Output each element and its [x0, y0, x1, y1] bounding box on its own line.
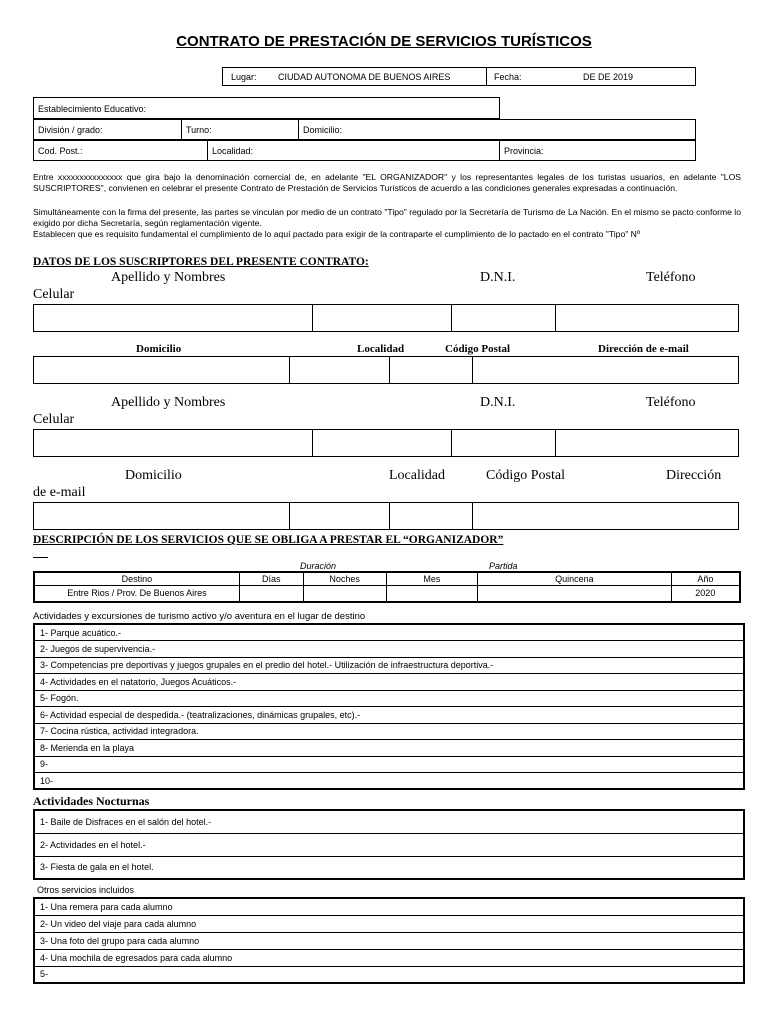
domicilio-header: Domicilio [136, 343, 182, 355]
destination-table [33, 571, 741, 603]
lugar-value[interactable]: CIUDAD AUTONOMA DE BUENOS AIRES [278, 72, 451, 82]
division-label: División / grado: [38, 125, 103, 135]
destino-value[interactable]: Entre Rios / Prov. De Buenos Aires [34, 586, 239, 602]
list-item: 2- Actividades en el hotel.- [34, 833, 744, 856]
celular-header: Celular [33, 287, 75, 302]
list-item: 3- Fiesta de gala en el hotel. [34, 856, 744, 879]
de-email-header: de e-mail [33, 485, 86, 500]
subscriber-2-row-1[interactable] [33, 429, 739, 457]
list-item: 2- Juegos de supervivencia.- [34, 641, 744, 658]
domicilio-label: Domicilio: [303, 125, 343, 135]
list-item: 9- [34, 756, 744, 773]
destination-header-row [34, 572, 740, 586]
localidad-header-2: Localidad [389, 468, 445, 483]
telefono-header-2: Teléfono [646, 395, 696, 410]
telefono-header: Teléfono [646, 270, 696, 285]
apellido-header: Apellido y Nombres [111, 270, 226, 285]
dni-header: D.N.I. [480, 270, 516, 285]
divider [33, 557, 48, 558]
turno-label: Turno: [186, 125, 212, 135]
activities-table [33, 623, 745, 790]
noches-value[interactable] [303, 586, 386, 602]
fecha-label: Fecha: [494, 72, 522, 82]
others-heading: Otros servicios incluidos [37, 885, 135, 895]
list-item: 6- Actividad especial de despedida.- (teatralizaciones, dinámicas grupales, etc).- [34, 707, 744, 724]
division-row [33, 119, 696, 140]
duracion-label: Duración [300, 561, 337, 571]
list-item: 4- Actividades en el natatorio, Juegos Acuáticos.- [34, 674, 744, 691]
quincena-value[interactable] [478, 586, 671, 602]
subscriber-1-row-1[interactable] [33, 304, 739, 332]
localidad-header: Localidad [357, 343, 405, 355]
subscriber-2-row-2[interactable] [33, 502, 739, 530]
partida-label: Partida [489, 561, 518, 571]
destination-row [34, 586, 740, 602]
postal-row [33, 140, 696, 161]
establecimiento-label: Establecimiento Educativo: [38, 104, 147, 114]
celular-header-2: Celular [33, 412, 75, 427]
col-ano: Año [671, 572, 740, 586]
col-quincena: Quincena [478, 572, 671, 586]
list-item: 7- Cocina rústica, actividad integradora. [34, 723, 744, 740]
list-item: 8- Merienda en la playa [34, 740, 744, 757]
col-mes: Mes [386, 572, 478, 586]
localidad-label: Localidad: [212, 146, 254, 156]
apellido-header-2: Apellido y Nombres [111, 395, 226, 410]
night-heading: Actividades Nocturnas [33, 794, 150, 808]
list-item: 5- Fogón. [34, 690, 744, 707]
services-heading: DESCRIPCIÓN DE LOS SERVICIOS QUE SE OBLIGA A PRESTAR EL “ORGANIZADOR” [33, 534, 504, 546]
col-dias: Días [239, 572, 303, 586]
list-item: 1- Baile de Disfraces en el salón del hotel.- [34, 810, 744, 833]
list-item: 5- [34, 966, 744, 983]
list-item: 1- Una remera para cada alumno [34, 898, 744, 915]
lugar-label: Lugar: [231, 72, 257, 82]
subscribers-heading: DATOS DE LOS SUSCRIPTORES DEL PRESENTE CONTRATO: [33, 256, 369, 268]
establecimiento-field[interactable] [33, 97, 500, 119]
direccion-header: Dirección [666, 468, 722, 483]
list-item: 4- Una mochila de egresados para cada alumno [34, 949, 744, 966]
place-date-box [222, 67, 696, 86]
col-noches: Noches [303, 572, 386, 586]
list-item: 2- Un video del viaje para cada alumno [34, 915, 744, 932]
mes-value[interactable] [386, 586, 478, 602]
fecha-value[interactable]: DE DE 2019 [583, 72, 634, 82]
col-destino: Destino [34, 572, 239, 586]
dni-header-2: D.N.I. [480, 395, 516, 410]
others-table [33, 897, 745, 984]
list-item: 3- Una foto del grupo para cada alumno [34, 932, 744, 949]
codigo-postal-header-2: Código Postal [486, 468, 565, 483]
ano-value[interactable]: 2020 [671, 586, 740, 602]
provincia-label: Provincia: [504, 146, 544, 156]
email-header: Dirección de e-mail [598, 343, 689, 355]
codigo-postal-header: Código Postal [445, 343, 511, 355]
page-title: CONTRATO DE PRESTACIÓN DE SERVICIOS TURÍSTICOS [176, 33, 592, 50]
list-item: 10- [34, 773, 744, 790]
intro-paragraph-3: Establecen que es requisito fundamental el cumplimiento de lo aquí pactado para exigir de la contraparte el cumplimiento de lo pactado en el contrato "Tipo" Nº [33, 229, 641, 239]
list-item: 1- Parque acuático.- [34, 624, 744, 641]
subscriber-1-row-2[interactable] [33, 356, 739, 384]
intro-paragraph-2: Simultáneamente con la firma del presente, las partes se vinculan por medio de un contrato "Tipo" regulado por la Secretaría de Turismo de La Nación. En el mismo se pacto conforme lo exigido por dicha Secretaría, según reglamentación vigente. [33, 207, 741, 228]
dias-value[interactable] [239, 586, 303, 602]
activities-heading: Actividades y excursiones de turismo activo y/o aventura en el lugar de destino [33, 611, 366, 622]
intro-paragraph-1: Entre xxxxxxxxxxxxxxx que gira bajo la denominación comercial de, en adelante "EL ORGANIZADOR" y los representantes legales de los turistas usuarios, en adelante "LOS SUSCRIPTORES", convienen en celebrar el presente Contrato de Prestación de Servicios Turísticos de acuerdo a las condiciones generales expresadas a continuación. [33, 172, 741, 193]
cod-post-label: Cod. Post.: [38, 146, 83, 156]
domicilio-header-2: Domicilio [125, 468, 182, 483]
list-item: 3- Competencias pre deportivas y juegos grupales en el predio del hotel.- Utilización de infraestructura deportiva.- [34, 657, 744, 674]
night-table [33, 809, 745, 880]
